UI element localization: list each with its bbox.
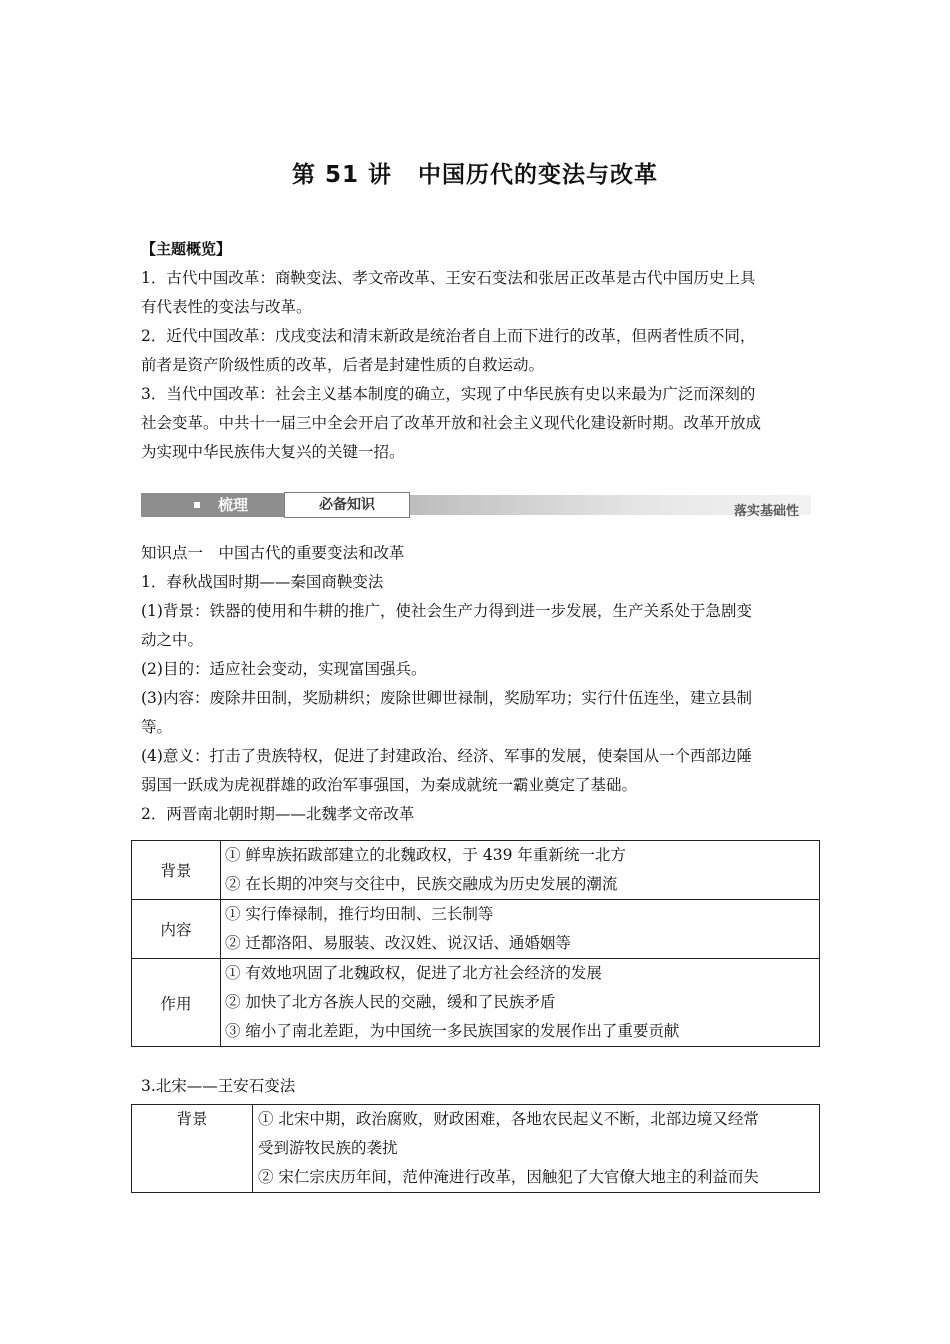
row-label: 背景: [132, 1105, 253, 1193]
overview-item-3: [141, 380, 811, 467]
page-title: [0, 156, 950, 189]
overview-heading: 【主题概览】: [141, 240, 232, 258]
text-line: 3．当代中国改革：社会主义基本制度的确立，实现了中华民族有史以来最为广泛而深刻的: [141, 385, 756, 403]
text-line: (3)内容：废除井田制，奖励耕织；废除世卿世禄制，奖励军功；实行什伍连坐，建立县制: [141, 689, 752, 707]
text-line: ① 北宋中期，政治腐败，财政困难，各地农民起义不断，北部边境又经常: [258, 1110, 759, 1128]
lecture-title: 中国历代的变法与改革: [418, 162, 659, 188]
table-row: [132, 900, 820, 959]
row-label: 作用: [132, 959, 221, 1047]
text-line: 前者是资产阶级性质的改革，后者是封建性质的自救运动。: [141, 356, 545, 374]
row-content: [253, 1105, 820, 1193]
text-line: 2．近代中国改革：戊戌变法和清末新政是统治者自上而下进行的改革，但两者性质不同，: [141, 327, 756, 345]
text-line: ② 迁都洛阳、易服装、改汉姓、说汉话、通婚姻等: [225, 934, 571, 952]
text-line: (1)背景：铁器的使用和牛耕的推广，使社会生产力得到进一步发展，生产关系处于急剧变: [141, 602, 752, 620]
knowledge-heading: 知识点一 中国古代的重要变法和改革: [141, 544, 405, 562]
section-banner: [141, 492, 811, 520]
banner-tag-label: 梳理: [218, 496, 249, 514]
knowledge-point-1: [141, 539, 811, 829]
square-bullet-icon: [194, 502, 200, 508]
banner-right-label: 落实基础性: [733, 504, 799, 519]
text-line: 社会变革。中共十一届三中全会开启了改革开放和社会主义现代化建设新时期。改革开放成: [141, 414, 762, 432]
text-line: 为实现中华民族伟大复兴的关键一招。: [141, 443, 405, 461]
text-line: ① 实行俸禄制，推行均田制、三长制等: [225, 905, 494, 923]
table-row: [132, 1105, 820, 1193]
lecture-number: 第 51 讲: [291, 162, 393, 188]
overview-section: [141, 235, 811, 467]
text-line: 1．古代中国改革：商鞅变法、孝文帝改革、王安石变法和张居正改革是古代中国历史上具: [141, 269, 756, 287]
text-line: ① 有效地巩固了北魏政权，促进了北方社会经济的发展: [225, 964, 602, 982]
text-line: 弱国一跃成为虎视群雄的政治军事强国，为秦成就统一霸业奠定了基础。: [141, 776, 638, 794]
table-row: [132, 841, 820, 900]
banner-box-label: 必备知识: [284, 492, 410, 518]
subsection-title: 2．两晋南北朝时期——北魏孝文帝改革: [141, 805, 415, 823]
overview-item-2: [141, 322, 811, 380]
text-line: ③ 缩小了南北差距，为中国统一多民族国家的发展作出了重要贡献: [225, 1022, 680, 1040]
banner-tag: [141, 493, 284, 517]
text-line: ② 宋仁宗庆历年间，范仲淹进行改革，因触犯了大官僚大地主的利益而失: [258, 1168, 759, 1186]
text-line: ② 在长期的冲突与交往中，民族交融成为历史发展的潮流: [225, 875, 618, 893]
text-line: 等。: [141, 718, 173, 736]
table-row: [132, 959, 820, 1047]
text-line: ② 加快了北方各族人民的交融，缓和了民族矛盾: [225, 993, 556, 1011]
row-content: [221, 959, 820, 1047]
overview-item-1: [141, 264, 811, 322]
subsection-title: 1．春秋战国时期——秦国商鞅变法: [141, 573, 384, 591]
row-label: 内容: [132, 900, 221, 959]
text-line: 有代表性的变法与改革。: [141, 298, 312, 316]
text-line: 受到游牧民族的袭扰: [258, 1139, 398, 1157]
row-content: [221, 900, 820, 959]
text-line: ① 鲜卑族拓跋部建立的北魏政权，于 439 年重新统一北方: [225, 846, 626, 864]
table-wang-anshi-reform: [131, 1104, 820, 1193]
text-line: (2)目的：适应社会变动，实现富国强兵。: [141, 660, 427, 678]
subsection-title: 3.北宋——王安石变法: [141, 1077, 296, 1095]
table-xiaowen-reform: [131, 840, 820, 1047]
row-label: 背景: [132, 841, 221, 900]
text-line: (4)意义：打击了贵族特权，促进了封建政治、经济、军事的发展，使秦国从一个西部边陲: [141, 747, 752, 765]
row-content: [221, 841, 820, 900]
text-line: 动之中。: [141, 631, 204, 649]
